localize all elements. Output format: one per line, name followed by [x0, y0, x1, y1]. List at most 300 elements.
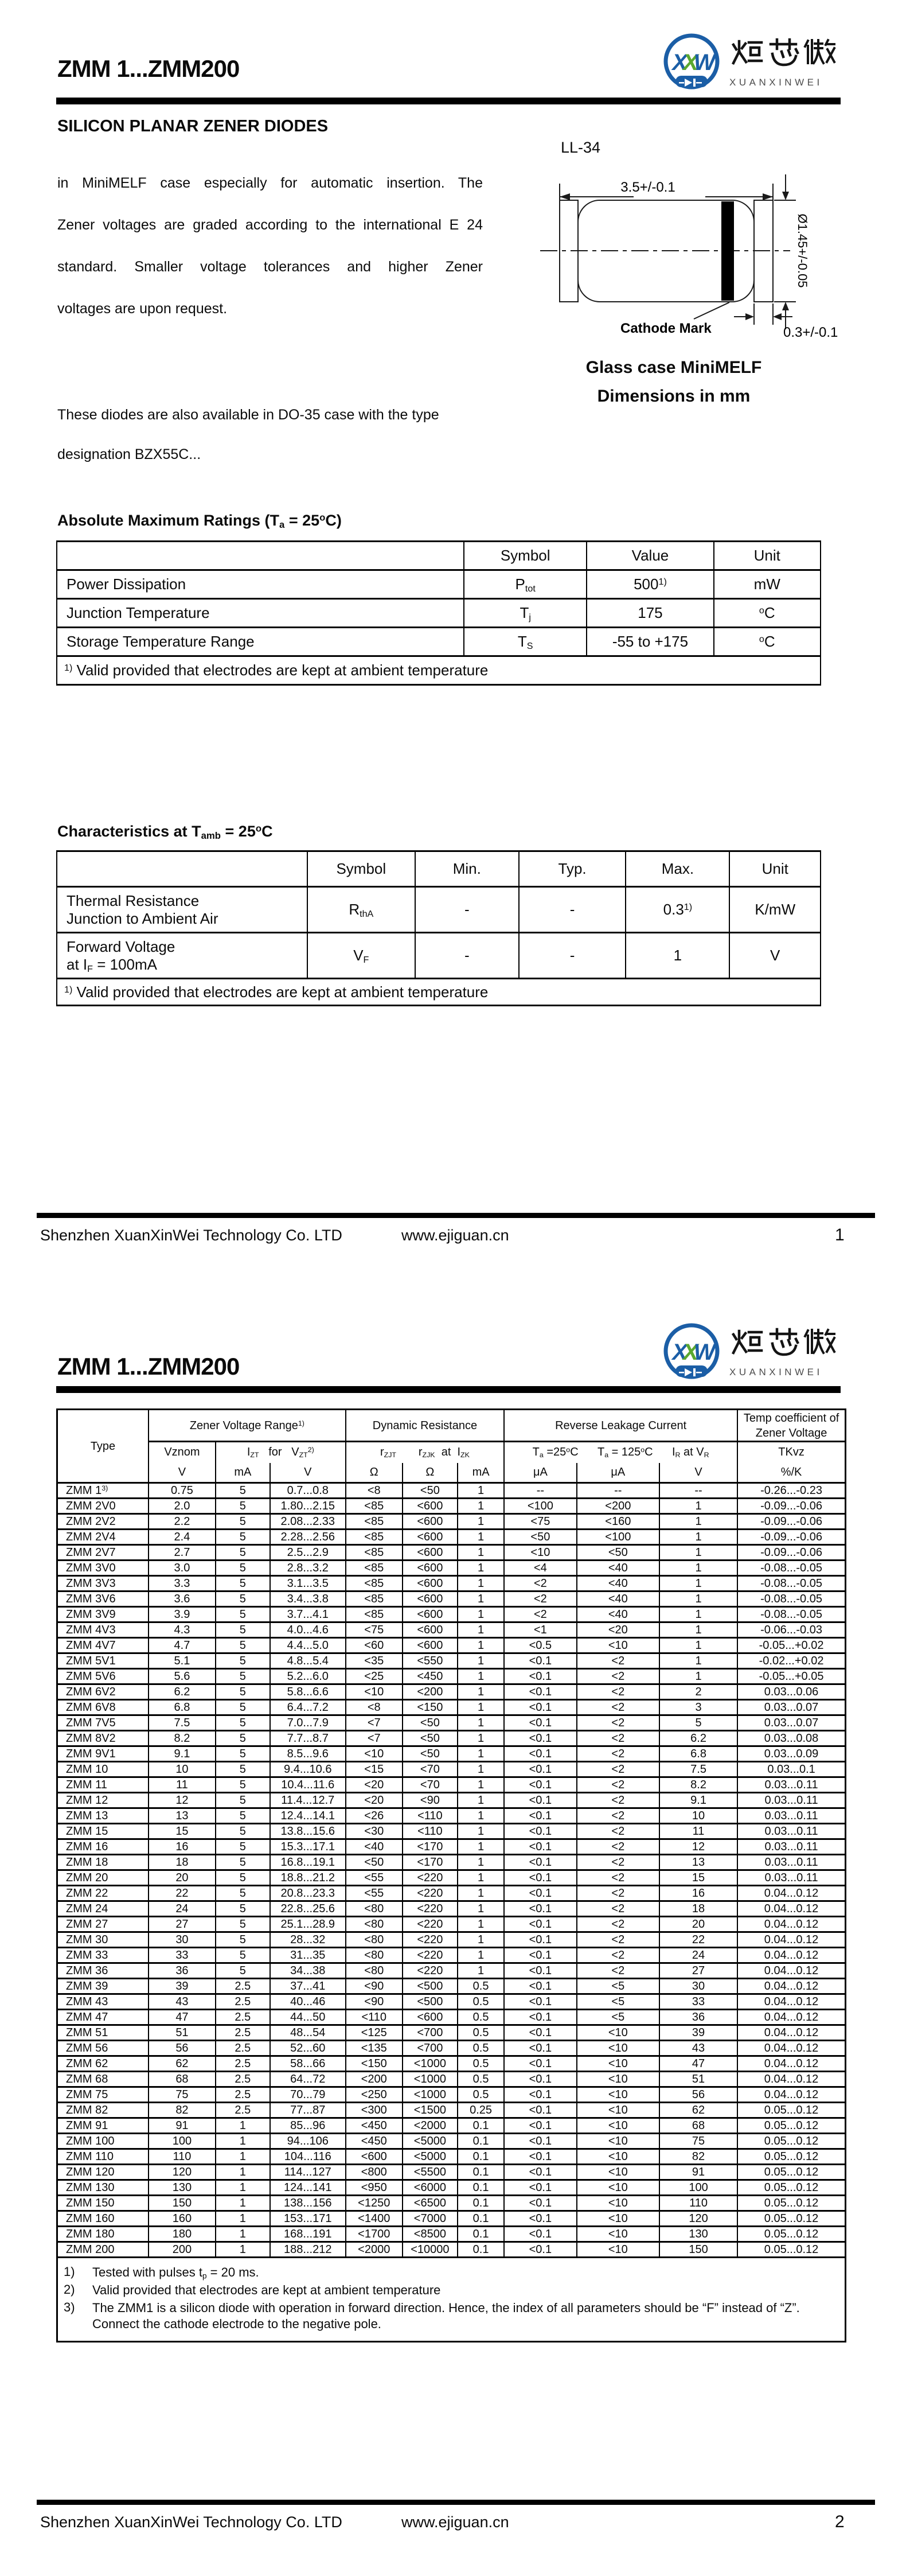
unit-label: V [659, 1463, 737, 1483]
value-cell: 0.05...0.12 [737, 2118, 845, 2134]
header-rule [56, 1386, 841, 1393]
cjk-glyph-xuan-icon [731, 1323, 764, 1360]
package-caption-units: Dimensions in mm [597, 387, 751, 406]
footnote-text: The ZMM1 is a silicon diode with operation in forward direction. Hence, the index of all parameters should be “F” instead of “Z”. Connect the cathode electrode to the negative pole. [92, 2301, 800, 2331]
value-cell: 3.4...3.8 [270, 1591, 346, 1607]
value-cell: <10 [577, 2134, 659, 2149]
value-cell: <55 [346, 1886, 403, 1901]
value-cell: <2 [577, 1870, 659, 1886]
type-cell: ZMM 3V0 [57, 1561, 149, 1576]
value-cell: 1 [659, 1591, 737, 1607]
logo-chinese-art [731, 1323, 836, 1360]
value-cell: 9.1 [659, 1793, 737, 1808]
value-cell: <10 [577, 2211, 659, 2227]
value-cell: 2.5 [216, 1994, 270, 2010]
zener-table-body [57, 1483, 846, 2258]
value-cell: <10 [577, 2056, 659, 2072]
value-cell: <600 [403, 1530, 458, 1545]
logo-chinese-art [731, 33, 836, 70]
value-cell: 124...141 [270, 2180, 346, 2196]
value-cell: 91 [149, 2118, 216, 2134]
value-cell: 9.4...10.6 [270, 1762, 346, 1777]
value-cell: 5 [216, 1855, 270, 1870]
value-cell: 5 [216, 1932, 270, 1948]
value-cell: 5.8...6.6 [270, 1684, 346, 1700]
value-cell: <60 [346, 1638, 403, 1653]
value-cell: 7.0...7.9 [270, 1715, 346, 1731]
value-cell: 0.03...0.11 [737, 1870, 845, 1886]
value-cell: 5 [216, 1917, 270, 1932]
svg-text:XXW: XXW [672, 50, 711, 75]
type-cell: ZMM 27 [57, 1917, 149, 1932]
table-row [57, 1669, 846, 1684]
value-cell: <80 [346, 1901, 403, 1917]
value-cell: <0.1 [504, 1870, 577, 1886]
value-cell: 20 [659, 1917, 737, 1932]
paragraph-line: These diodes are also available in DO-35 case with the type [57, 407, 439, 423]
type-cell: ZMM 36 [57, 1963, 149, 1979]
package-captions [565, 353, 783, 411]
type-cell: ZMM 180 [57, 2227, 149, 2242]
value-cell: <2 [577, 1917, 659, 1932]
value-cell: <600 [403, 1607, 458, 1622]
value-cell: <600 [403, 1561, 458, 1576]
value-cell: 5 [216, 1607, 270, 1622]
value-cell: <2 [577, 1808, 659, 1824]
value-cell: <85 [346, 1591, 403, 1607]
type-cell: ZMM 4V7 [57, 1638, 149, 1653]
value-cell: 7.7...8.7 [270, 1731, 346, 1746]
value-cell: <170 [403, 1855, 458, 1870]
value-cell: <100 [577, 1530, 659, 1545]
value-cell: 4.3 [149, 1622, 216, 1638]
value-cell: 5 [216, 1948, 270, 1963]
value-cell: 1 [458, 1917, 504, 1932]
value-cell: <0.1 [504, 1932, 577, 1948]
value-cell: 22 [149, 1886, 216, 1901]
footnote-text: Tested with pulses $t_p = 20$ ms. [92, 2265, 259, 2281]
logo-wordmark: XUANXINWEI [729, 1367, 823, 1378]
table-row [57, 1545, 846, 1561]
value-cell: 0.03...0.1 [737, 1762, 845, 1777]
paragraph-line: voltages are upon request. [57, 301, 228, 317]
value-cell: <1700 [346, 2227, 403, 2242]
value-cell: <10 [577, 2242, 659, 2258]
value-cell: 9.1 [149, 1746, 216, 1762]
value-cell: 1 [458, 1607, 504, 1622]
value-cell: 0.1 [458, 2227, 504, 2242]
value-cell: 82 [659, 2149, 737, 2165]
value-cell: <600 [403, 1576, 458, 1591]
value-cell: 1 [458, 1715, 504, 1731]
type-cell: ZMM 2V0 [57, 1499, 149, 1514]
value-cell: <85 [346, 1530, 403, 1545]
table-row [57, 2056, 846, 2072]
footnote-number: 3) [64, 2300, 75, 2314]
value-cell: <10 [577, 2180, 659, 2196]
value-cell: 6.2 [659, 1731, 737, 1746]
value-cell: <500 [403, 1979, 458, 1994]
value-cell: 160 [149, 2211, 216, 2227]
unit-label: mA [216, 1463, 270, 1483]
value-cell: <0.1 [504, 2025, 577, 2041]
value-cell: 5 [216, 1576, 270, 1591]
value-cell: 0.04...0.12 [737, 1994, 845, 2010]
table-row: Power Dissipation $P_{tot}$ 500$^{1)}$ mW [57, 570, 821, 599]
abs-max-table [56, 540, 821, 686]
value-cell: <8 [346, 1700, 403, 1715]
table-row [57, 1870, 846, 1886]
table-footnote-row: $^{1)}$ Valid provided that electrodes are kept at ambient temperature [57, 656, 821, 685]
value-cell: <70 [403, 1762, 458, 1777]
value-cell: 33 [659, 1994, 737, 2010]
value-cell: <30 [346, 1824, 403, 1839]
value-cell: 153...171 [270, 2211, 346, 2227]
table-row: Thermal Resistance Junction to Ambient Air $R_{thA}$ - - 0.3$^{1)}$ K/mW [57, 887, 821, 933]
value-cell: 10 [659, 1808, 737, 1824]
value-cell: <40 [577, 1591, 659, 1607]
value-cell: <0.1 [504, 1746, 577, 1762]
table-header-row [57, 542, 821, 570]
value-cell: 138...156 [270, 2196, 346, 2211]
value-cell: 1 [458, 1855, 504, 1870]
unit-label: Ω [346, 1463, 403, 1483]
table-row [57, 1994, 846, 2010]
value-cell: 5 [216, 1684, 270, 1700]
value-cell: <85 [346, 1545, 403, 1561]
value-cell: <2 [577, 1963, 659, 1979]
value-cell: 0.1 [458, 2165, 504, 2180]
cjk-glyph-wei-icon [803, 1323, 836, 1360]
value-cell: 4.0...4.6 [270, 1622, 346, 1638]
value-cell: 1 [458, 1576, 504, 1591]
table-row [57, 1824, 846, 1839]
value-cell: 5 [216, 1762, 270, 1777]
value-cell: 25.1...28.9 [270, 1917, 346, 1932]
value-cell: <0.1 [504, 1700, 577, 1715]
value-cell: <2 [577, 1731, 659, 1746]
page2-title: ZMM 1...ZMM200 [57, 1353, 240, 1380]
value-cell: 6.8 [659, 1746, 737, 1762]
value-cell: 0.5 [458, 2072, 504, 2087]
value-cell: -- [577, 1483, 659, 1499]
value-cell: 5 [216, 1499, 270, 1514]
value-cell: 1 [458, 1901, 504, 1917]
page1-title: ZMM 1...ZMM200 [57, 55, 240, 82]
value-cell: <0.1 [504, 1901, 577, 1917]
value-cell: 5 [216, 1824, 270, 1839]
value-cell: 0.03...0.11 [737, 1777, 845, 1793]
value-cell: <25 [346, 1669, 403, 1684]
logo-ring-icon [662, 32, 721, 92]
value-cell: 13.8...15.6 [270, 1824, 346, 1839]
value-cell: 10 [149, 1762, 216, 1777]
col-header: Value [587, 542, 713, 570]
value-cell: <1000 [403, 2087, 458, 2103]
table-row [57, 2010, 846, 2025]
value-cell: <1 [504, 1622, 577, 1638]
col-header: Symbol [307, 851, 415, 887]
value-cell: 0.1 [458, 2196, 504, 2211]
value-cell: 1 [659, 1545, 737, 1561]
value-cell: <10 [577, 2165, 659, 2180]
value-cell: 18 [659, 1901, 737, 1917]
value-cell: -0.26...-0.23 [737, 1483, 845, 1499]
paragraph-line: standard. Smaller voltage tolerances and higher Zener [57, 259, 483, 275]
value-cell: 94...106 [270, 2134, 346, 2149]
unit-label: V [149, 1463, 216, 1483]
value-cell: <0.1 [504, 1855, 577, 1870]
value-cell: 5 [216, 1530, 270, 1545]
do35-paragraph [57, 395, 510, 474]
value-cell: <90 [346, 1994, 403, 2010]
company-logo [661, 1322, 838, 1383]
value-cell: <0.1 [504, 2165, 577, 2180]
type-cell: ZMM 30 [57, 1932, 149, 1948]
value-cell: <40 [577, 1576, 659, 1591]
value-cell: 1 [659, 1499, 737, 1514]
value-cell: 1 [659, 1530, 737, 1545]
footer-company: Shenzhen XuanXinWei Technology Co. LTD [40, 1227, 342, 1244]
value-cell: <5 [577, 2010, 659, 2025]
value-cell: 0.03...0.11 [737, 1808, 845, 1824]
value-cell: <450 [346, 2134, 403, 2149]
type-cell: ZMM 3V6 [57, 1591, 149, 1607]
value-cell: <0.1 [504, 1777, 577, 1793]
value-cell: 0.1 [458, 2242, 504, 2258]
value-cell: 16 [659, 1886, 737, 1901]
value-cell: 0.04...0.12 [737, 2087, 845, 2103]
value-cell: <2 [577, 1653, 659, 1669]
footnote [64, 2264, 837, 2281]
value-cell: <20 [577, 1622, 659, 1638]
col-header: Unit [729, 851, 821, 887]
value-cell: 15 [659, 1870, 737, 1886]
table-row [57, 1839, 846, 1855]
footnote [64, 2282, 837, 2298]
value-cell: <450 [403, 1669, 458, 1684]
value-cell: 1 [458, 1762, 504, 1777]
value-cell: 0.05...0.12 [737, 2103, 845, 2118]
value-cell: 5 [659, 1715, 737, 1731]
value-cell: <600 [403, 1514, 458, 1530]
value-cell: 1 [458, 1483, 504, 1499]
value-cell: 6.2 [149, 1684, 216, 1700]
value-cell: 3.3 [149, 1576, 216, 1591]
value-cell: <0.1 [504, 1762, 577, 1777]
footnote-number: 1) [64, 2264, 75, 2279]
characteristics-table [56, 850, 821, 1006]
company-logo [661, 32, 838, 93]
value-cell: 0.03...0.08 [737, 1731, 845, 1746]
type-cell: ZMM 6V2 [57, 1684, 149, 1700]
table-row [57, 1886, 846, 1901]
table-row [57, 1684, 846, 1700]
table-row [57, 2103, 846, 2118]
value-cell: <110 [403, 1824, 458, 1839]
value-cell: <0.1 [504, 1824, 577, 1839]
type-cell: ZMM 5V6 [57, 1669, 149, 1684]
footer-website[interactable]: www.ejiguan.cn [401, 2513, 509, 2531]
unit-label: mA [458, 1463, 504, 1483]
value-cell: <0.1 [504, 2118, 577, 2134]
value-cell: 0.5 [458, 2010, 504, 2025]
value-cell: 5 [216, 1839, 270, 1855]
value-cell: 2.7 [149, 1545, 216, 1561]
value-cell: 64...72 [270, 2072, 346, 2087]
value-cell: <40 [577, 1607, 659, 1622]
value-cell: <85 [346, 1514, 403, 1530]
value-cell: <0.1 [504, 2227, 577, 2242]
value-cell: <90 [346, 1979, 403, 1994]
value-cell: 0.05...0.12 [737, 2165, 845, 2180]
value-cell: 0.5 [458, 2041, 504, 2056]
value-cell: <0.1 [504, 1963, 577, 1979]
type-cell: ZMM 13 [57, 1808, 149, 1824]
value-cell: 1 [659, 1622, 737, 1638]
table-row [57, 1638, 846, 1653]
value-cell: <0.1 [504, 1684, 577, 1700]
value-cell: 1 [659, 1576, 737, 1591]
value-cell: 1 [216, 2165, 270, 2180]
type-cell: ZMM 43 [57, 1994, 149, 2010]
value-cell: 0.1 [458, 2149, 504, 2165]
value-cell: 0.04...0.12 [737, 1886, 845, 1901]
value-cell: 1 [458, 1700, 504, 1715]
value-cell: 62 [149, 2056, 216, 2072]
value-cell: <700 [403, 2041, 458, 2056]
table-row [57, 2196, 846, 2211]
value-cell: <80 [346, 1917, 403, 1932]
col-header-leakage-conditions: $T_a =25^oC$ $T_a = 125^oC$ $I_R$ at $V_R$ [504, 1442, 737, 1463]
value-cell: 1 [458, 1870, 504, 1886]
type-cell: ZMM 3V9 [57, 1607, 149, 1622]
group-header-temp-coefficient: Temp coefficient of Zener Voltage [737, 1410, 845, 1442]
value-cell: <1250 [346, 2196, 403, 2211]
value-cell: 1 [216, 2211, 270, 2227]
value-cell: -0.02...+0.02 [737, 1653, 845, 1669]
type-cell: ZMM 120 [57, 2165, 149, 2180]
value-cell: 5 [216, 1886, 270, 1901]
value-cell: 100 [659, 2180, 737, 2196]
value-cell: 1 [216, 2242, 270, 2258]
value-cell: 0.04...0.12 [737, 2025, 845, 2041]
value-cell: 37...41 [270, 1979, 346, 1994]
value-cell: 2.5 [216, 2072, 270, 2087]
value-cell: 3.9 [149, 1607, 216, 1622]
type-cell: ZMM 110 [57, 2149, 149, 2165]
value-cell: 0.04...0.12 [737, 2041, 845, 2056]
value-cell: -- [659, 1483, 737, 1499]
value-cell: <10 [346, 1684, 403, 1700]
value-cell: 1 [458, 1793, 504, 1808]
cjk-glyph-xin-icon [767, 33, 800, 70]
value-cell: 5.6 [149, 1669, 216, 1684]
value-cell: 150 [149, 2196, 216, 2211]
value-cell: <1000 [403, 2072, 458, 2087]
value-cell: 5 [216, 1715, 270, 1731]
value-cell: <50 [346, 1855, 403, 1870]
value-cell: 1 [458, 1499, 504, 1514]
value-cell: <200 [577, 1499, 659, 1514]
value-cell: 70...79 [270, 2087, 346, 2103]
value-cell: 3.7...4.1 [270, 1607, 346, 1622]
value-cell: 27 [659, 1963, 737, 1979]
value-cell: 4.7 [149, 1638, 216, 1653]
value-cell: 2.5 [216, 2025, 270, 2041]
table-row [57, 1483, 846, 1499]
value-cell: <75 [346, 1622, 403, 1638]
unit-label: %/K [737, 1463, 845, 1483]
value-cell: 1 [458, 1622, 504, 1638]
table-row [57, 1979, 846, 1994]
value-cell: 33 [149, 1948, 216, 1963]
value-cell: 0.75 [149, 1483, 216, 1499]
value-cell: 51 [659, 2072, 737, 2087]
table-row [57, 2087, 846, 2103]
value-cell: <0.1 [504, 2072, 577, 2087]
type-cell: ZMM 62 [57, 2056, 149, 2072]
value-cell: 16 [149, 1839, 216, 1855]
value-cell: 4.8...5.4 [270, 1653, 346, 1669]
value-cell: 5 [216, 1561, 270, 1576]
type-cell: ZMM 15 [57, 1824, 149, 1839]
footer-rule [37, 2500, 875, 2505]
table-row [57, 2118, 846, 2134]
diameter-dimension: Ø1.45+/-0.05 [795, 213, 810, 288]
value-cell: 5 [216, 1963, 270, 1979]
value-cell: 10.4...11.6 [270, 1777, 346, 1793]
table-row: Forward Voltage at $I_F = 100mA$ $V_F$ - - 1 V [57, 933, 821, 979]
footer-website[interactable]: www.ejiguan.cn [401, 1227, 509, 1244]
value-cell: 0.04...0.12 [737, 2010, 845, 2025]
value-cell: 0.1 [458, 2118, 504, 2134]
table-row [57, 2134, 846, 2149]
value-cell: 1 [458, 1530, 504, 1545]
cjk-glyph-xuan-icon [731, 33, 764, 70]
value-cell: 0.03...0.11 [737, 1793, 845, 1808]
table-row [57, 1530, 846, 1545]
value-cell: 0.05...0.12 [737, 2242, 845, 2258]
table-row [57, 2211, 846, 2227]
value-cell: <600 [403, 1591, 458, 1607]
value-cell: 30 [149, 1932, 216, 1948]
value-cell: <5500 [403, 2165, 458, 2180]
zener-spec-section [56, 1408, 846, 2342]
value-cell: 22 [659, 1932, 737, 1948]
value-cell: <50 [504, 1530, 577, 1545]
value-cell: 1 [458, 1514, 504, 1530]
value-cell: 12 [659, 1839, 737, 1855]
value-cell: <10 [577, 2196, 659, 2211]
value-cell: 39 [659, 2025, 737, 2041]
value-cell: 56 [149, 2041, 216, 2056]
type-cell: ZMM 11 [57, 1777, 149, 1793]
value-cell: 0.04...0.12 [737, 2056, 845, 2072]
value-cell: <10 [577, 2087, 659, 2103]
value-cell: 2.5 [216, 1979, 270, 1994]
table-row [57, 1514, 846, 1530]
table-row [57, 1622, 846, 1638]
value-cell: 0.05...0.12 [737, 2227, 845, 2242]
table-row [57, 1561, 846, 1576]
value-cell: <2 [577, 1762, 659, 1777]
unit-label: μA [577, 1463, 659, 1483]
package-outline-drawing [533, 169, 857, 344]
value-cell: 5 [216, 1653, 270, 1669]
value-cell: <6500 [403, 2196, 458, 2211]
cjk-glyph-xin-icon [767, 1323, 800, 1360]
